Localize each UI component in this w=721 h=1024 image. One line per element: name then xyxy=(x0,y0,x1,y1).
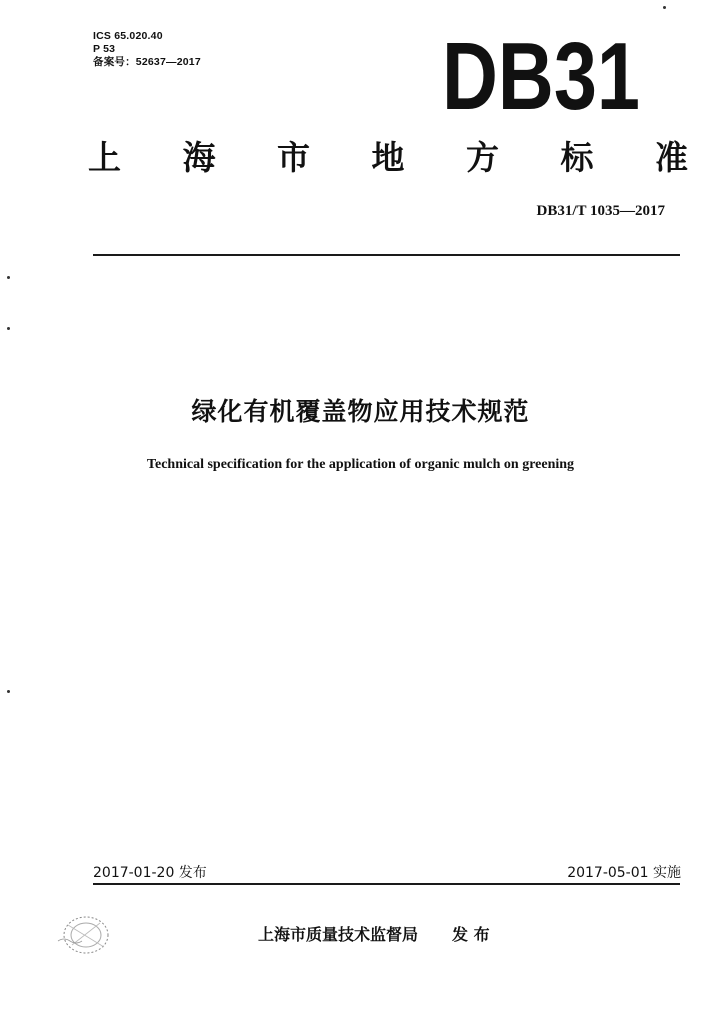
document-title-english: Technical specification for the application of organic mulch on greening xyxy=(146,457,575,472)
standard-type-title xyxy=(88,130,688,180)
effective-date: 2017-05-01 实施 xyxy=(567,865,681,881)
publisher-action: 发 布 xyxy=(452,925,490,944)
scan-speck xyxy=(7,276,10,279)
standard-type-char: 市 xyxy=(277,137,310,177)
footer-divider xyxy=(93,883,680,885)
db31-logo xyxy=(440,23,642,130)
publisher-line xyxy=(258,922,490,945)
ics-code: ICS 65.020.40 xyxy=(93,30,163,42)
standard-type-char: 上 xyxy=(88,137,121,177)
publish-date: 2017-01-20 发布 xyxy=(93,865,207,881)
document-title-chinese: 绿化有机覆盖物应用技术规范 xyxy=(191,397,530,426)
scan-speck xyxy=(7,327,10,330)
record-number: 备案号：52637—2017 xyxy=(93,56,201,68)
header-divider xyxy=(93,254,680,256)
p-code: P 53 xyxy=(93,43,116,55)
standard-number: DB31/T 1035—2017 xyxy=(536,203,665,219)
standard-type-char: 标 xyxy=(560,137,594,177)
standard-type-char: 地 xyxy=(371,137,405,177)
standard-type-char: 方 xyxy=(466,137,499,177)
standard-type-char: 海 xyxy=(182,137,216,177)
seal-stamp xyxy=(48,905,126,967)
scan-speck xyxy=(7,690,10,693)
scan-speck xyxy=(663,6,666,9)
logo-text: DB31 xyxy=(442,23,640,130)
publisher-name: 上海市质量技术监督局 xyxy=(258,925,419,944)
standard-type-char: 准 xyxy=(655,137,688,177)
